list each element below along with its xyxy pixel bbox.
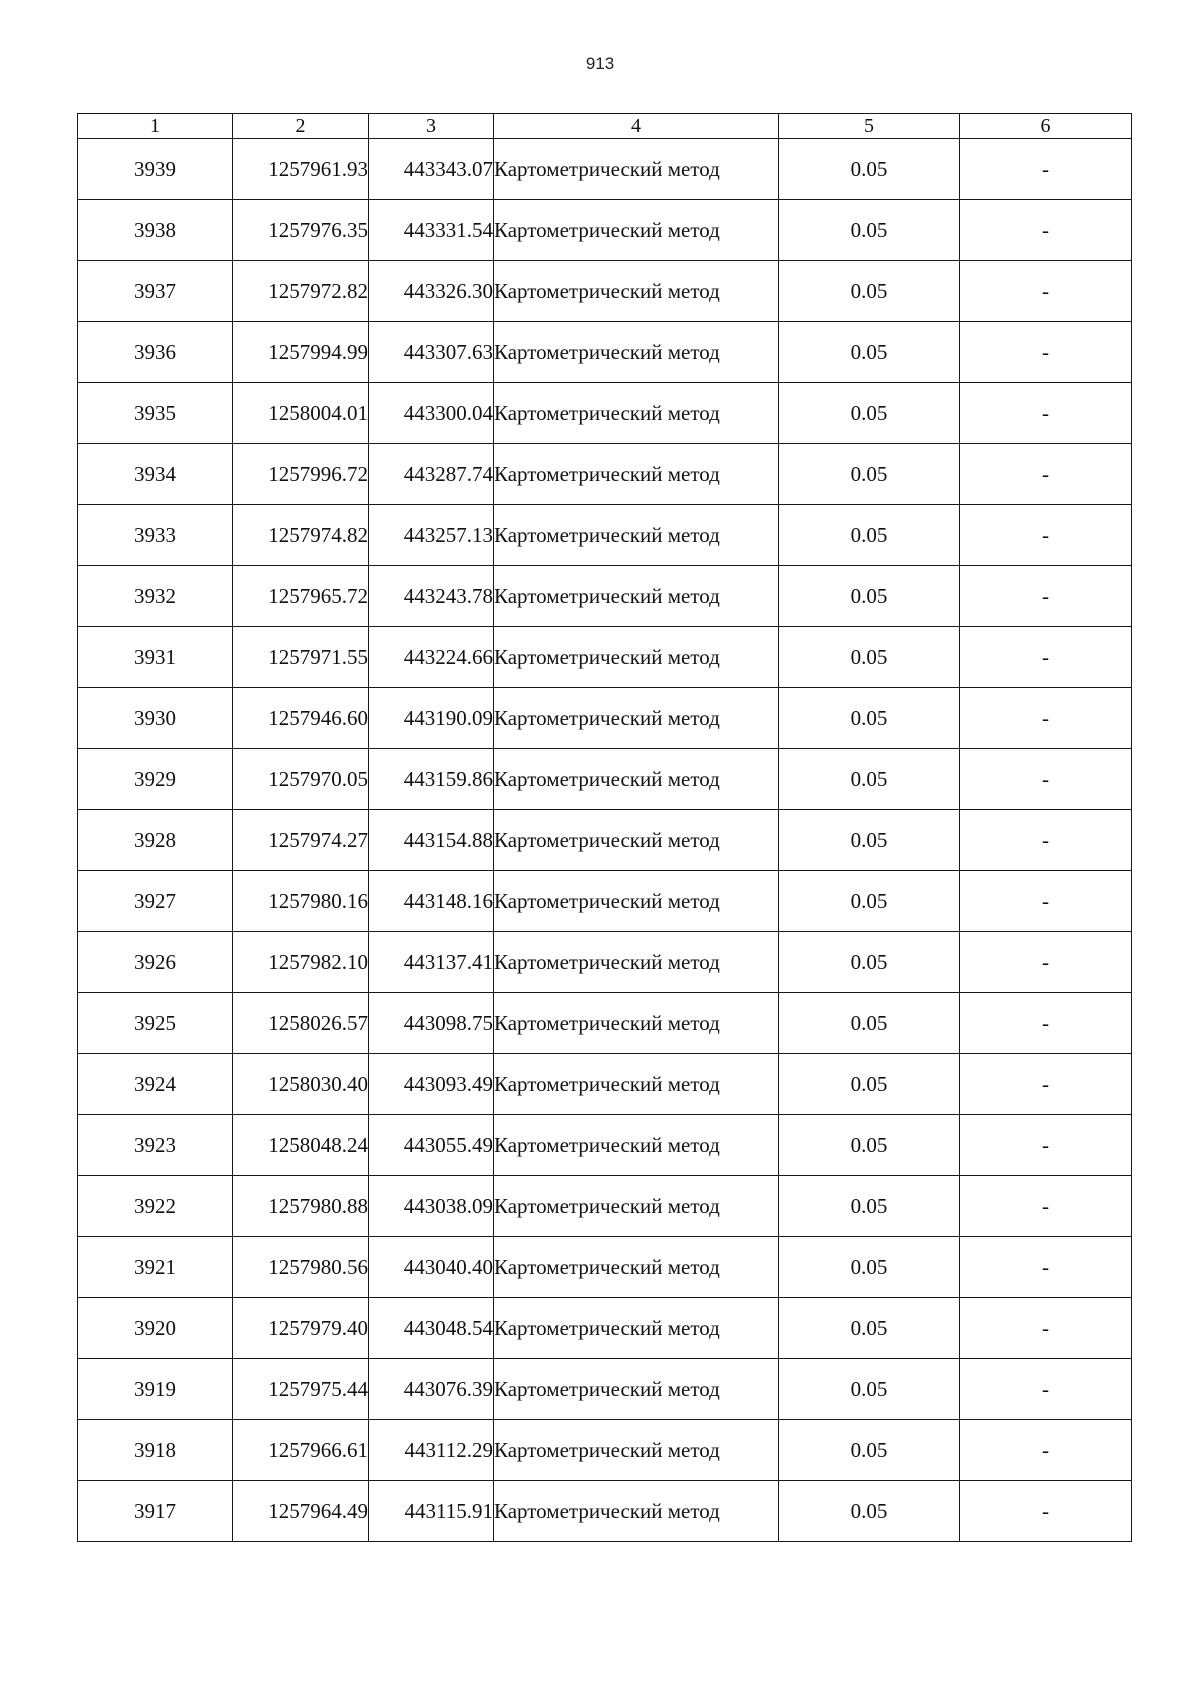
note-cell: - <box>960 383 1132 444</box>
point-number-cell: 3938 <box>78 200 233 261</box>
method-cell: Картометрический метод <box>494 1359 779 1420</box>
y-coordinate-cell: 443287.74 <box>369 444 494 505</box>
note-cell: - <box>960 1481 1132 1542</box>
table-row <box>78 383 1132 444</box>
column-header-4: 4 <box>494 114 779 139</box>
table-row <box>78 1359 1132 1420</box>
method-cell: Картометрический метод <box>494 1176 779 1237</box>
y-coordinate-cell: 443257.13 <box>369 505 494 566</box>
table-body <box>78 139 1132 1542</box>
note-cell: - <box>960 871 1132 932</box>
note-cell: - <box>960 810 1132 871</box>
point-number-cell: 3925 <box>78 993 233 1054</box>
y-coordinate-cell: 443148.16 <box>369 871 494 932</box>
table-row <box>78 1115 1132 1176</box>
x-coordinate-cell: 1257974.82 <box>233 505 369 566</box>
y-coordinate-cell: 443098.75 <box>369 993 494 1054</box>
method-cell: Картометрический метод <box>494 1237 779 1298</box>
accuracy-cell: 0.05 <box>779 1176 960 1237</box>
page-number: 913 <box>585 54 615 73</box>
table-row <box>78 1420 1132 1481</box>
table-row <box>78 1298 1132 1359</box>
x-coordinate-cell: 1257979.40 <box>233 1298 369 1359</box>
table-row <box>78 566 1132 627</box>
x-coordinate-cell: 1257966.61 <box>233 1420 369 1481</box>
table-row <box>78 688 1132 749</box>
x-coordinate-cell: 1257980.88 <box>233 1176 369 1237</box>
accuracy-cell: 0.05 <box>779 1115 960 1176</box>
note-cell: - <box>960 322 1132 383</box>
accuracy-cell: 0.05 <box>779 1420 960 1481</box>
method-cell: Картометрический метод <box>494 810 779 871</box>
method-cell: Картометрический метод <box>494 200 779 261</box>
y-coordinate-cell: 443159.86 <box>369 749 494 810</box>
note-cell: - <box>960 688 1132 749</box>
table-row <box>78 1176 1132 1237</box>
y-coordinate-cell: 443048.54 <box>369 1298 494 1359</box>
point-number-cell: 3927 <box>78 871 233 932</box>
y-coordinate-cell: 443300.04 <box>369 383 494 444</box>
y-coordinate-cell: 443343.07 <box>369 139 494 200</box>
column-header-1: 1 <box>78 114 233 139</box>
note-cell: - <box>960 1054 1132 1115</box>
accuracy-cell: 0.05 <box>779 139 960 200</box>
accuracy-cell: 0.05 <box>779 1481 960 1542</box>
column-header-5: 5 <box>779 114 960 139</box>
column-header-3: 3 <box>369 114 494 139</box>
table-row <box>78 627 1132 688</box>
point-number-cell: 3939 <box>78 139 233 200</box>
note-cell: - <box>960 1298 1132 1359</box>
point-number-cell: 3928 <box>78 810 233 871</box>
x-coordinate-cell: 1257982.10 <box>233 932 369 993</box>
accuracy-cell: 0.05 <box>779 1359 960 1420</box>
y-coordinate-cell: 443112.29 <box>369 1420 494 1481</box>
column-header-2: 2 <box>233 114 369 139</box>
table-row <box>78 322 1132 383</box>
point-number-cell: 3924 <box>78 1054 233 1115</box>
accuracy-cell: 0.05 <box>779 810 960 871</box>
accuracy-cell: 0.05 <box>779 444 960 505</box>
x-coordinate-cell: 1257961.93 <box>233 139 369 200</box>
note-cell: - <box>960 932 1132 993</box>
table-row <box>78 1481 1132 1542</box>
x-coordinate-cell: 1257996.72 <box>233 444 369 505</box>
method-cell: Картометрический метод <box>494 566 779 627</box>
x-coordinate-cell: 1258030.40 <box>233 1054 369 1115</box>
table-row <box>78 749 1132 810</box>
point-number-cell: 3937 <box>78 261 233 322</box>
x-coordinate-cell: 1257974.27 <box>233 810 369 871</box>
point-number-cell: 3922 <box>78 1176 233 1237</box>
y-coordinate-cell: 443224.66 <box>369 627 494 688</box>
accuracy-cell: 0.05 <box>779 871 960 932</box>
x-coordinate-cell: 1257965.72 <box>233 566 369 627</box>
accuracy-cell: 0.05 <box>779 932 960 993</box>
table-row <box>78 993 1132 1054</box>
note-cell: - <box>960 444 1132 505</box>
table-row <box>78 1237 1132 1298</box>
coordinates-table <box>77 113 1132 1542</box>
x-coordinate-cell: 1258048.24 <box>233 1115 369 1176</box>
y-coordinate-cell: 443307.63 <box>369 322 494 383</box>
y-coordinate-cell: 443076.39 <box>369 1359 494 1420</box>
x-coordinate-cell: 1257980.56 <box>233 1237 369 1298</box>
table-row <box>78 871 1132 932</box>
method-cell: Картометрический метод <box>494 383 779 444</box>
table-row <box>78 505 1132 566</box>
method-cell: Картометрический метод <box>494 993 779 1054</box>
accuracy-cell: 0.05 <box>779 1237 960 1298</box>
point-number-cell: 3932 <box>78 566 233 627</box>
y-coordinate-cell: 443055.49 <box>369 1115 494 1176</box>
x-coordinate-cell: 1257964.49 <box>233 1481 369 1542</box>
method-cell: Картометрический метод <box>494 261 779 322</box>
note-cell: - <box>960 566 1132 627</box>
note-cell: - <box>960 139 1132 200</box>
note-cell: - <box>960 749 1132 810</box>
x-coordinate-cell: 1257975.44 <box>233 1359 369 1420</box>
note-cell: - <box>960 505 1132 566</box>
point-number-cell: 3931 <box>78 627 233 688</box>
y-coordinate-cell: 443154.88 <box>369 810 494 871</box>
method-cell: Картометрический метод <box>494 505 779 566</box>
table-row <box>78 200 1132 261</box>
method-cell: Картометрический метод <box>494 627 779 688</box>
accuracy-cell: 0.05 <box>779 322 960 383</box>
note-cell: - <box>960 1420 1132 1481</box>
y-coordinate-cell: 443038.09 <box>369 1176 494 1237</box>
table-row <box>78 139 1132 200</box>
note-cell: - <box>960 627 1132 688</box>
table-header-row <box>78 114 1132 139</box>
point-number-cell: 3921 <box>78 1237 233 1298</box>
x-coordinate-cell: 1258004.01 <box>233 383 369 444</box>
accuracy-cell: 0.05 <box>779 505 960 566</box>
x-coordinate-cell: 1257980.16 <box>233 871 369 932</box>
y-coordinate-cell: 443190.09 <box>369 688 494 749</box>
point-number-cell: 3930 <box>78 688 233 749</box>
y-coordinate-cell: 443040.40 <box>369 1237 494 1298</box>
point-number-cell: 3918 <box>78 1420 233 1481</box>
method-cell: Картометрический метод <box>494 444 779 505</box>
x-coordinate-cell: 1257994.99 <box>233 322 369 383</box>
x-coordinate-cell: 1257971.55 <box>233 627 369 688</box>
point-number-cell: 3923 <box>78 1115 233 1176</box>
y-coordinate-cell: 443093.49 <box>369 1054 494 1115</box>
x-coordinate-cell: 1257970.05 <box>233 749 369 810</box>
method-cell: Картометрический метод <box>494 322 779 383</box>
point-number-cell: 3929 <box>78 749 233 810</box>
note-cell: - <box>960 1115 1132 1176</box>
point-number-cell: 3934 <box>78 444 233 505</box>
accuracy-cell: 0.05 <box>779 383 960 444</box>
y-coordinate-cell: 443137.41 <box>369 932 494 993</box>
accuracy-cell: 0.05 <box>779 688 960 749</box>
accuracy-cell: 0.05 <box>779 627 960 688</box>
y-coordinate-cell: 443243.78 <box>369 566 494 627</box>
method-cell: Картометрический метод <box>494 139 779 200</box>
table-row <box>78 261 1132 322</box>
point-number-cell: 3919 <box>78 1359 233 1420</box>
accuracy-cell: 0.05 <box>779 749 960 810</box>
method-cell: Картометрический метод <box>494 1420 779 1481</box>
y-coordinate-cell: 443115.91 <box>369 1481 494 1542</box>
y-coordinate-cell: 443331.54 <box>369 200 494 261</box>
table-row <box>78 444 1132 505</box>
accuracy-cell: 0.05 <box>779 261 960 322</box>
method-cell: Картометрический метод <box>494 932 779 993</box>
note-cell: - <box>960 200 1132 261</box>
accuracy-cell: 0.05 <box>779 1054 960 1115</box>
method-cell: Картометрический метод <box>494 1298 779 1359</box>
table-row <box>78 810 1132 871</box>
x-coordinate-cell: 1257946.60 <box>233 688 369 749</box>
point-number-cell: 3936 <box>78 322 233 383</box>
point-number-cell: 3917 <box>78 1481 233 1542</box>
note-cell: - <box>960 993 1132 1054</box>
accuracy-cell: 0.05 <box>779 566 960 627</box>
table-row <box>78 932 1132 993</box>
x-coordinate-cell: 1258026.57 <box>233 993 369 1054</box>
accuracy-cell: 0.05 <box>779 993 960 1054</box>
point-number-cell: 3920 <box>78 1298 233 1359</box>
method-cell: Картометрический метод <box>494 871 779 932</box>
point-number-cell: 3933 <box>78 505 233 566</box>
note-cell: - <box>960 261 1132 322</box>
table-row <box>78 1054 1132 1115</box>
method-cell: Картометрический метод <box>494 1481 779 1542</box>
note-cell: - <box>960 1176 1132 1237</box>
accuracy-cell: 0.05 <box>779 1298 960 1359</box>
method-cell: Картометрический метод <box>494 1115 779 1176</box>
column-header-6: 6 <box>960 114 1132 139</box>
method-cell: Картометрический метод <box>494 749 779 810</box>
note-cell: - <box>960 1237 1132 1298</box>
accuracy-cell: 0.05 <box>779 200 960 261</box>
point-number-cell: 3926 <box>78 932 233 993</box>
y-coordinate-cell: 443326.30 <box>369 261 494 322</box>
point-number-cell: 3935 <box>78 383 233 444</box>
note-cell: - <box>960 1359 1132 1420</box>
method-cell: Картометрический метод <box>494 688 779 749</box>
x-coordinate-cell: 1257972.82 <box>233 261 369 322</box>
method-cell: Картометрический метод <box>494 1054 779 1115</box>
x-coordinate-cell: 1257976.35 <box>233 200 369 261</box>
